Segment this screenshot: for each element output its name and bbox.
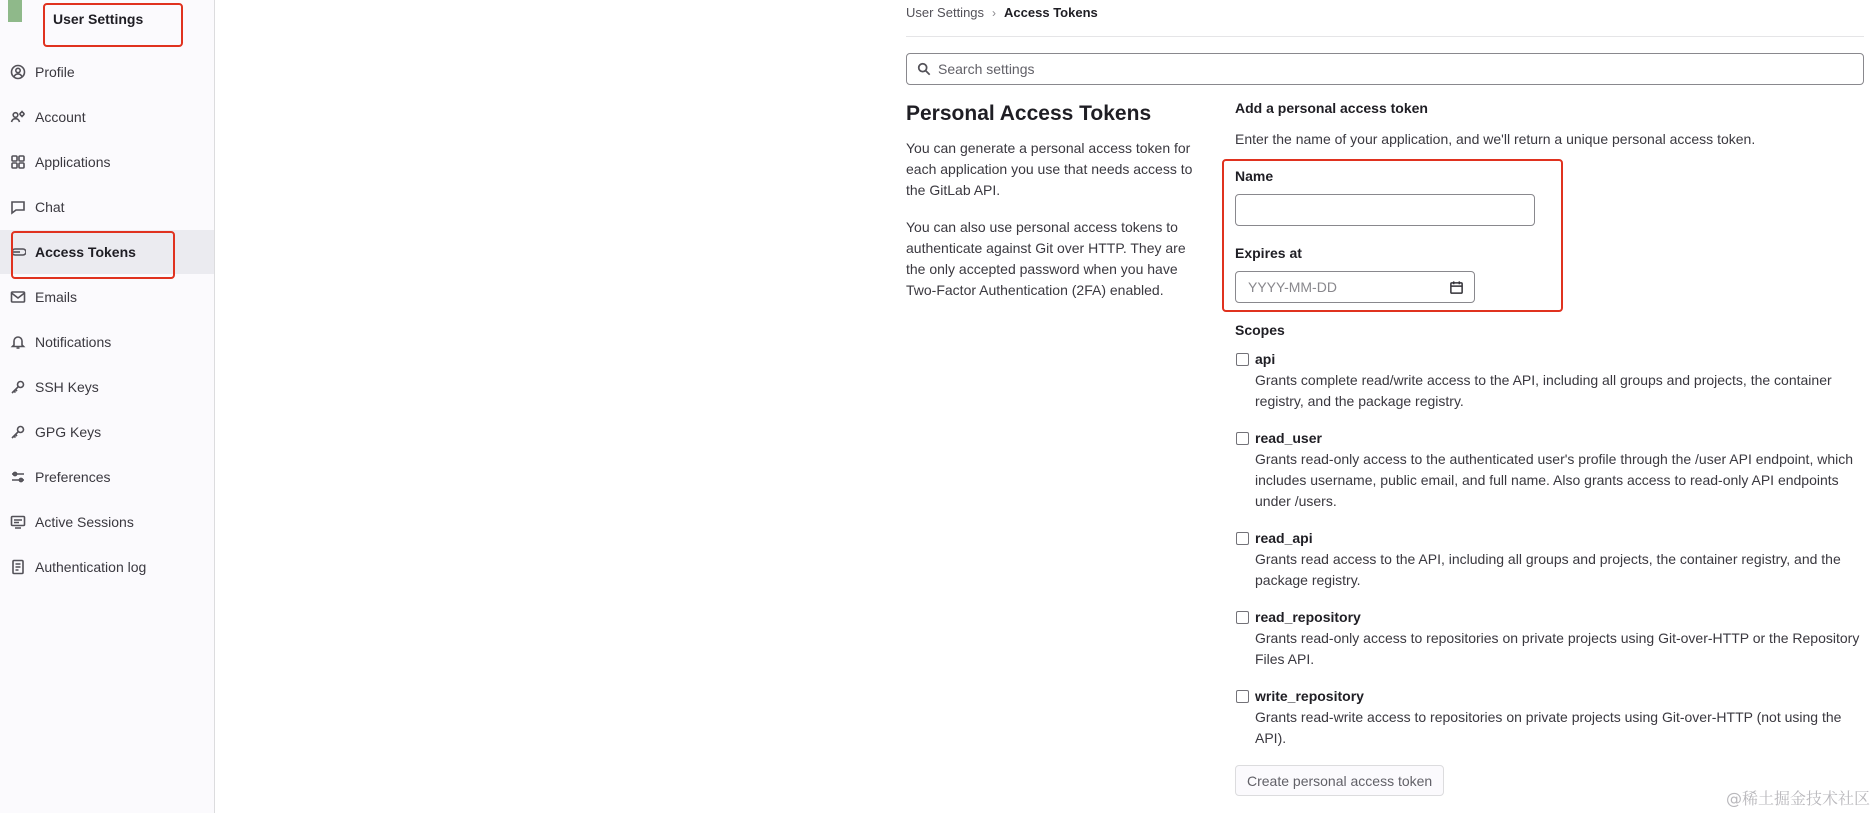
sidebar-item-label: GPG Keys (35, 424, 102, 440)
scope-description: Grants complete read/write access to the API, including all groups and projects, the container registry, and the package registry. (1255, 372, 1832, 409)
chat-icon (10, 199, 26, 215)
scope-checkbox[interactable] (1236, 532, 1249, 545)
sidebar-item-label: Notifications (35, 334, 112, 350)
bell-icon (10, 334, 26, 350)
sidebar (0, 0, 215, 813)
search-input[interactable] (938, 61, 1838, 77)
scope-name[interactable]: write_repository (1255, 688, 1364, 704)
scope-description: Grants read-only access to the authenticated user's profile through the /user API endpoint, which includes username, public email, and full name. Also grants access to read-only API endpoints under /users. (1255, 451, 1854, 509)
scope-checkbox[interactable] (1236, 432, 1249, 445)
avatar[interactable] (8, 0, 22, 22)
scopes-label: Scopes (1235, 322, 1285, 338)
form-description: Enter the name of your application, and we'll return a unique personal access token. (1235, 131, 1756, 147)
sidebar-item-label: Access Tokens (35, 244, 136, 260)
create-token-button[interactable]: Create personal access token (1235, 765, 1444, 796)
token-icon (10, 244, 26, 260)
key-icon (10, 424, 26, 440)
scope-read-repository (1235, 608, 1865, 670)
scope-name[interactable]: read_repository (1255, 609, 1361, 625)
scope-description: Grants read-only access to repositories on private projects using Git-over-HTTP or the Repository Files API. (1255, 630, 1860, 667)
key-icon (10, 379, 26, 395)
scope-name[interactable]: read_user (1255, 430, 1322, 446)
chevron-right-icon: › (992, 5, 997, 20)
scope-description: Grants read access to the API, including all groups and projects, the container registry, and the package registry. (1255, 551, 1841, 588)
intro-paragraph: You can generate a personal access token for each application you use that needs access to the GitLab API. (906, 140, 1193, 198)
intro-section (906, 100, 1206, 317)
sidebar-item-label: SSH Keys (35, 379, 99, 395)
sidebar-item-active-sessions[interactable] (0, 500, 214, 544)
intro-paragraph: You can also use personal access tokens to authenticate against Git over HTTP. They are the only accepted password when you have Two-Factor Authentication (2FA) enabled. (906, 219, 1186, 298)
expires-date-picker[interactable] (1235, 271, 1475, 303)
scope-checkbox[interactable] (1236, 690, 1249, 703)
sidebar-item-gpg-keys[interactable] (0, 410, 214, 454)
breadcrumb-current[interactable]: Access Tokens (1004, 5, 1098, 20)
sidebar-title: User Settings (53, 11, 144, 27)
scope-checkbox[interactable] (1236, 611, 1249, 624)
monitor-icon (10, 514, 26, 530)
scope-write-repository (1235, 687, 1865, 749)
token-form-header (1235, 100, 1865, 147)
scope-name[interactable]: api (1255, 351, 1276, 367)
sidebar-item-label: Account (35, 109, 86, 125)
sidebar-item-profile[interactable] (0, 50, 214, 94)
sidebar-item-label: Active Sessions (35, 514, 134, 530)
mail-icon (10, 289, 26, 305)
sidebar-item-authentication-log[interactable] (0, 545, 214, 589)
sidebar-item-label: Chat (35, 199, 65, 215)
scope-api (1235, 350, 1865, 412)
name-field[interactable] (1235, 194, 1535, 226)
sidebar-item-label: Emails (35, 289, 78, 305)
log-icon (10, 559, 26, 575)
sidebar-item-chat[interactable] (0, 185, 214, 229)
expires-label: Expires at (1235, 245, 1302, 261)
breadcrumb (906, 5, 1098, 20)
sidebar-item-label: Applications (35, 154, 111, 170)
scope-description: Grants read-write access to repositories on private projects using Git-over-HTTP (not using the API). (1255, 709, 1842, 746)
sidebar-item-label: Preferences (35, 469, 111, 485)
account-icon (10, 109, 26, 125)
breadcrumb-parent-link[interactable]: User Settings (906, 5, 985, 20)
name-label: Name (1235, 168, 1274, 184)
search-box[interactable] (906, 53, 1864, 85)
scope-read-api (1235, 529, 1865, 591)
sidebar-item-label: Profile (35, 64, 75, 80)
page-title: Personal Access Tokens (906, 102, 1152, 125)
form-title: Add a personal access token (1235, 100, 1428, 116)
sidebar-item-emails[interactable] (0, 275, 214, 319)
sidebar-item-label: Authentication log (35, 559, 147, 575)
sidebar-item-applications[interactable] (0, 140, 214, 184)
breadcrumb-divider (906, 36, 1864, 37)
sidebar-item-preferences[interactable] (0, 455, 214, 499)
watermark: @稀土掘金技术社区 (1725, 789, 1870, 808)
scope-name[interactable]: read_api (1255, 530, 1313, 546)
sidebar-item-ssh-keys[interactable] (0, 365, 214, 409)
sidebar-item-access-tokens[interactable] (0, 230, 214, 274)
calendar-icon[interactable] (1449, 280, 1464, 295)
profile-icon (10, 64, 26, 80)
search-icon (917, 62, 931, 76)
applications-icon (10, 154, 26, 170)
scope-checkbox[interactable] (1236, 353, 1249, 366)
scope-read-user (1235, 429, 1865, 512)
preferences-icon (10, 469, 26, 485)
sidebar-item-notifications[interactable] (0, 320, 214, 364)
sidebar-item-account[interactable] (0, 95, 214, 139)
expires-field[interactable] (1248, 279, 1438, 295)
